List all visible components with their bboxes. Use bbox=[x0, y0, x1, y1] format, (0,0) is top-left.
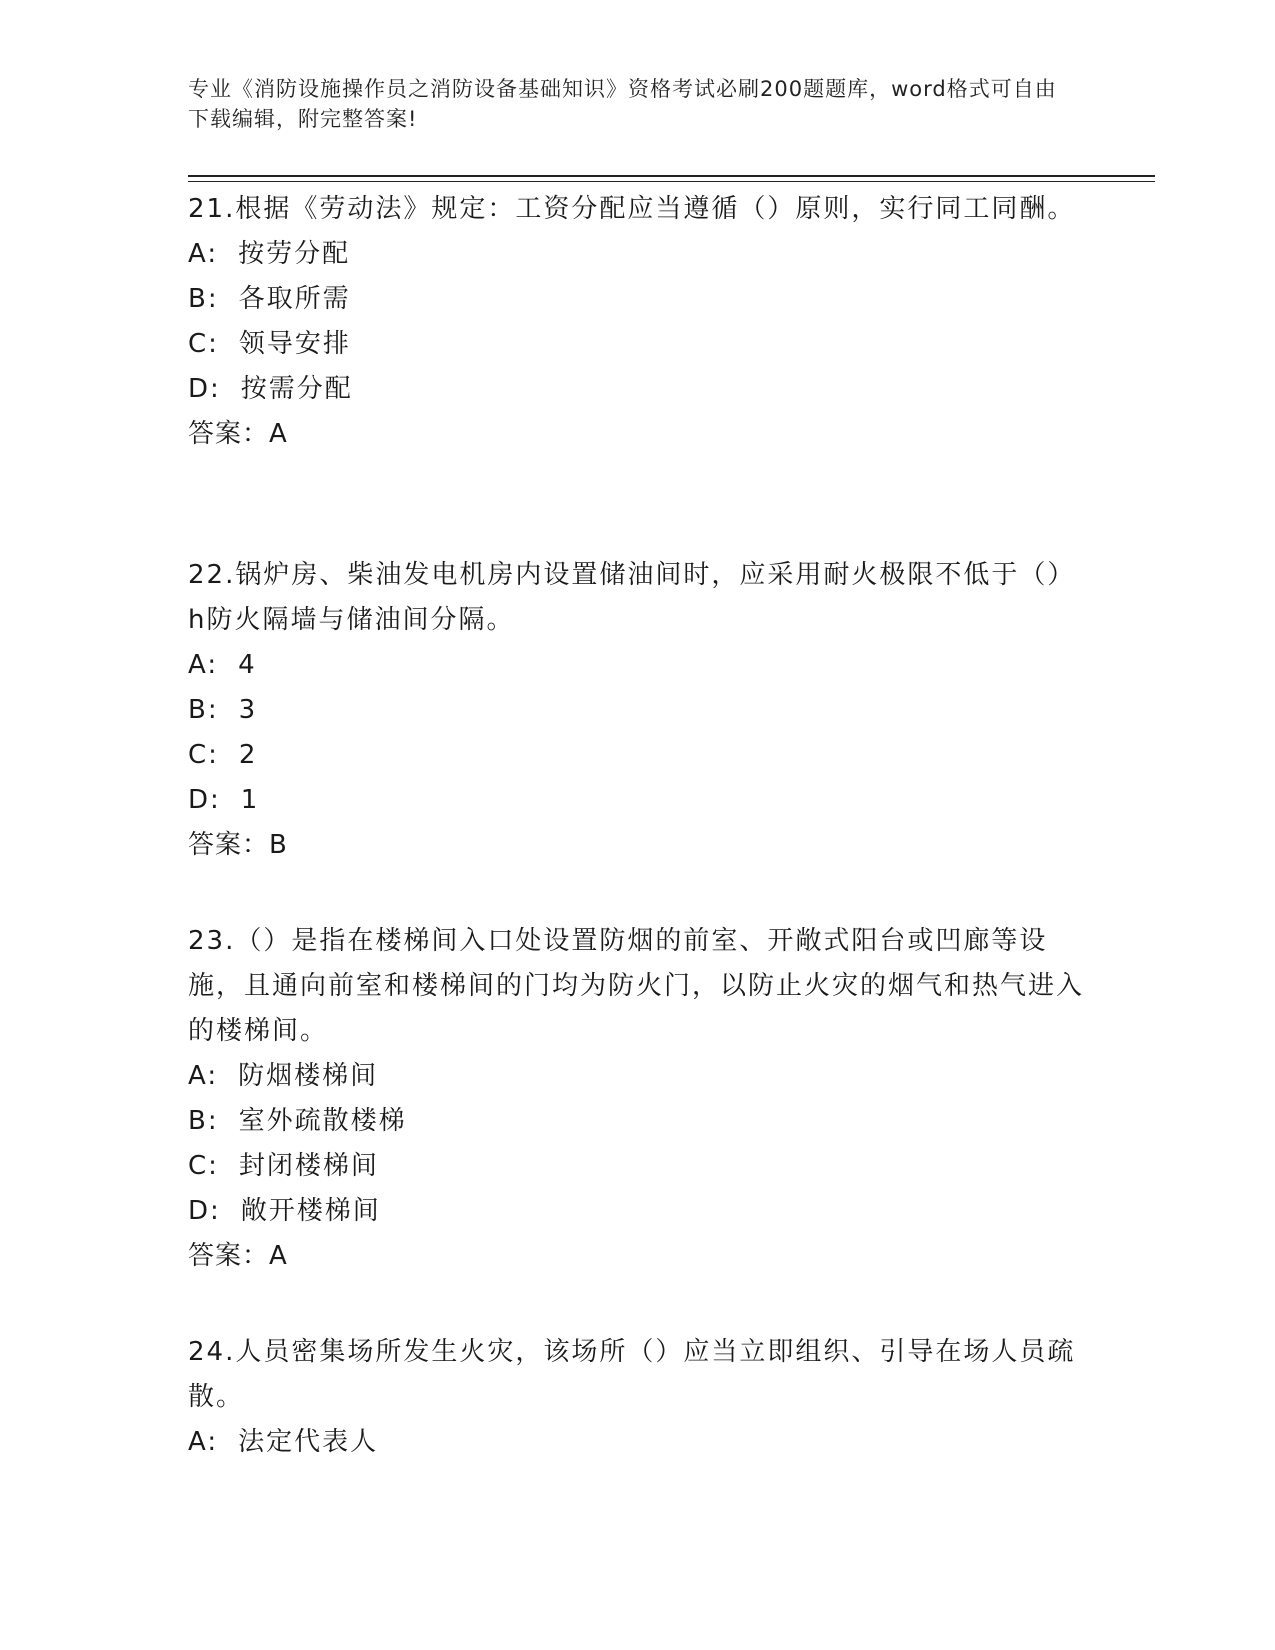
answer-label: 答案：A bbox=[188, 419, 288, 449]
option-text: 防烟楼梯间 bbox=[238, 1061, 379, 1091]
option-b bbox=[188, 277, 1088, 322]
question-24 bbox=[188, 1330, 1088, 1465]
option-letter: C: bbox=[188, 1151, 219, 1181]
question-23 bbox=[188, 919, 1088, 1279]
option-b bbox=[188, 1099, 1088, 1144]
option-text: 敞开楼梯间 bbox=[240, 1196, 381, 1226]
option-text: 2 bbox=[238, 740, 258, 770]
option-d bbox=[188, 367, 1088, 412]
document-header: 专业《消防设施操作员之消防设备基础知识》资格考试必刷200题题库，word格式可自由下载编辑，附完整答案! bbox=[188, 77, 1057, 131]
answer-label: 答案：B bbox=[188, 830, 288, 860]
option-letter: B: bbox=[188, 284, 219, 314]
option-text: 各取所需 bbox=[238, 284, 351, 314]
option-c bbox=[188, 733, 1088, 778]
option-d bbox=[188, 1189, 1088, 1234]
option-letter: D: bbox=[188, 785, 221, 815]
option-letter: D: bbox=[188, 1196, 221, 1226]
question-21 bbox=[188, 187, 1088, 457]
option-letter: B: bbox=[188, 695, 219, 725]
option-letter: A: bbox=[188, 650, 219, 680]
option-letter: C: bbox=[188, 740, 219, 770]
option-d bbox=[188, 778, 1088, 823]
option-letter: A: bbox=[188, 239, 219, 269]
option-text: 3 bbox=[238, 695, 258, 725]
option-text: 领导安排 bbox=[238, 329, 351, 359]
header-divider-thin bbox=[188, 181, 1155, 182]
option-text: 按劳分配 bbox=[238, 239, 351, 269]
option-letter: B: bbox=[188, 1106, 219, 1136]
option-a bbox=[188, 232, 1088, 277]
option-a bbox=[188, 1420, 1088, 1465]
question-stem: 23.（）是指在楼梯间入口处设置防烟的前室、开敞式阳台或凹廊等设施，且通向前室和楼梯间的门均为防火门，以防止火灾的烟气和热气进入的楼梯间。 bbox=[188, 926, 1085, 1046]
option-letter: C: bbox=[188, 329, 219, 359]
option-text: 封闭楼梯间 bbox=[238, 1151, 379, 1181]
option-b bbox=[188, 688, 1088, 733]
option-c bbox=[188, 322, 1088, 367]
question-stem: 24.人员密集场所发生火灾，该场所（）应当立即组织、引导在场人员疏散。 bbox=[188, 1337, 1076, 1412]
question-22 bbox=[188, 553, 1088, 868]
option-letter: A: bbox=[188, 1427, 219, 1457]
option-text: 法定代表人 bbox=[238, 1427, 379, 1457]
option-text: 4 bbox=[238, 650, 257, 680]
question-stem: 22.锅炉房、柴油发电机房内设置储油间时，应采用耐火极限不低于（）h防火隔墙与储油间分隔。 bbox=[188, 560, 1076, 635]
option-text: 按需分配 bbox=[240, 374, 353, 404]
option-a bbox=[188, 643, 1088, 688]
option-text: 1 bbox=[240, 785, 260, 815]
option-c bbox=[188, 1144, 1088, 1189]
option-a bbox=[188, 1054, 1088, 1099]
option-letter: D: bbox=[188, 374, 221, 404]
option-letter: A: bbox=[188, 1061, 219, 1091]
question-stem: 21.根据《劳动法》规定：工资分配应当遵循（）原则，实行同工同酬。 bbox=[188, 194, 1076, 224]
option-text: 室外疏散楼梯 bbox=[238, 1106, 407, 1136]
answer-label: 答案：A bbox=[188, 1241, 288, 1271]
header-divider-thick bbox=[188, 175, 1155, 177]
